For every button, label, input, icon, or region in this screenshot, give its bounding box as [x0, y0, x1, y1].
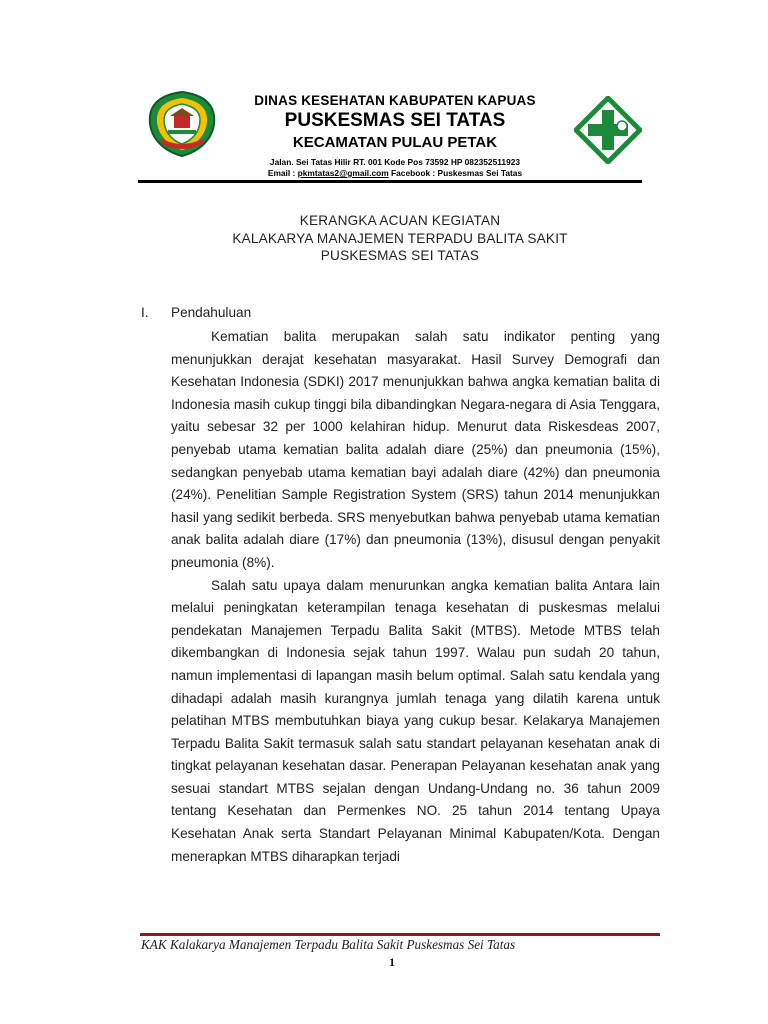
email-label: Email : [267, 168, 298, 178]
paragraph: Salah satu upaya dalam menurunkan angka kematian balita Antara lain melalui peningkatan keterampilan tenaga kesehatan di puskesmas melalui pendekatan Manajemen Terpadu Balita Sakit (MTBS). Metode MTBS telah dikembangkan di Indonesia sejak tahun 1997. Walau pun sudah 20 tahun, namun implementasi di lapangan masih belum optimal. Salah satu kendala yang dihadapi adalah masih kurangnya jumlah tenaga yang dilatih karena untuk pelatihan MTBS membutuhkan biaya yang cukup besar. Kelakarya Manajemen Terpadu Balita Sakit termasuk salah satu standart pelayanan kesehatan anak di tingkat pelayanan kesehatan dasar. Penerapan Pelayanan kesehatan anak yang sesuai standart MTBS sejalan dengan Undang-Undang no. 36 tahun 2009 tentang Kesehatan dan Permenkes NO. 25 tahun 2014 tentang Upaya Kesehatan Anak serta Standart Pelayanan Minimal Kabupaten/Kota. Dengan menerapkan MTBS diharapkan terjadi [171, 577, 660, 864]
body-text [171, 326, 660, 868]
kapuas-emblem-icon [146, 90, 218, 158]
agency-name: DINAS KESEHATAN KABUPATEN KAPUAS [254, 93, 536, 108]
page-number: 1 [389, 955, 395, 969]
title-line-1: KERANGKA ACUAN KEGIATAN [299, 213, 501, 228]
paragraph: Kematian balita merupakan salah satu indikator penting yang menunjukkan derajat kesehatan masyarakat. Hasil Survey Demografi dan Kesehatan Indonesia (SDKI) 2017 menunjukkan bahwa angka kematian balita di Indonesia masih cukup tinggi bila dibandingkan Negara-negara di Asia Tenggara, yaitu sebesar 32 per 1000 kelahiran hidup. Menurut data Riskesdeas 2007, penyebab utama kematian balita adalah diare (25%) dan pneumonia (15%), sedangkan penyebab utama kematian bayi adalah diare (42%) dan pneumonia (24%). Penelitian Sample Registration System (SRS) tahun 2014 menunjukkan hasil yang sedikit berbeda. SRS menyebutkan bahwa penyebab utama kematian anak balita adalah diare (17%) dan pneumonia (13%), disusul dengan penyakit pneumonia (8%). [171, 329, 660, 570]
facebook-label: Facebook : Puskesmas Sei Tatas [388, 168, 523, 178]
footer-text: KAK Kalakarya Manajemen Terpadu Balita Sakit Puskesmas Sei Tatas [141, 937, 516, 952]
title-line-2: KALAKARYA MANAJEMEN TERPADU BALITA SAKIT [232, 230, 568, 246]
institution-name: PUSKESMAS SEI TATAS [284, 110, 506, 131]
letterhead-rule [138, 180, 642, 183]
section-label: Pendahuluan [171, 305, 252, 320]
footer-rule [140, 933, 660, 936]
district-name: KECAMATAN PULAU PETAK [292, 134, 498, 151]
email-link[interactable]: pkmtatas2@gmail.com [297, 168, 389, 178]
title-line-3: PUSKESMAS SEI TATAS [320, 248, 480, 263]
puskesmas-cross-icon [574, 96, 642, 164]
document-title [140, 212, 660, 265]
contact-line [220, 168, 570, 179]
address-line: Jalan. Sei Tatas Hilir RT. 001 Kode Pos 73592 HP 082352511923 [269, 157, 521, 167]
letterhead [220, 93, 570, 179]
section-number: I. [141, 305, 149, 320]
